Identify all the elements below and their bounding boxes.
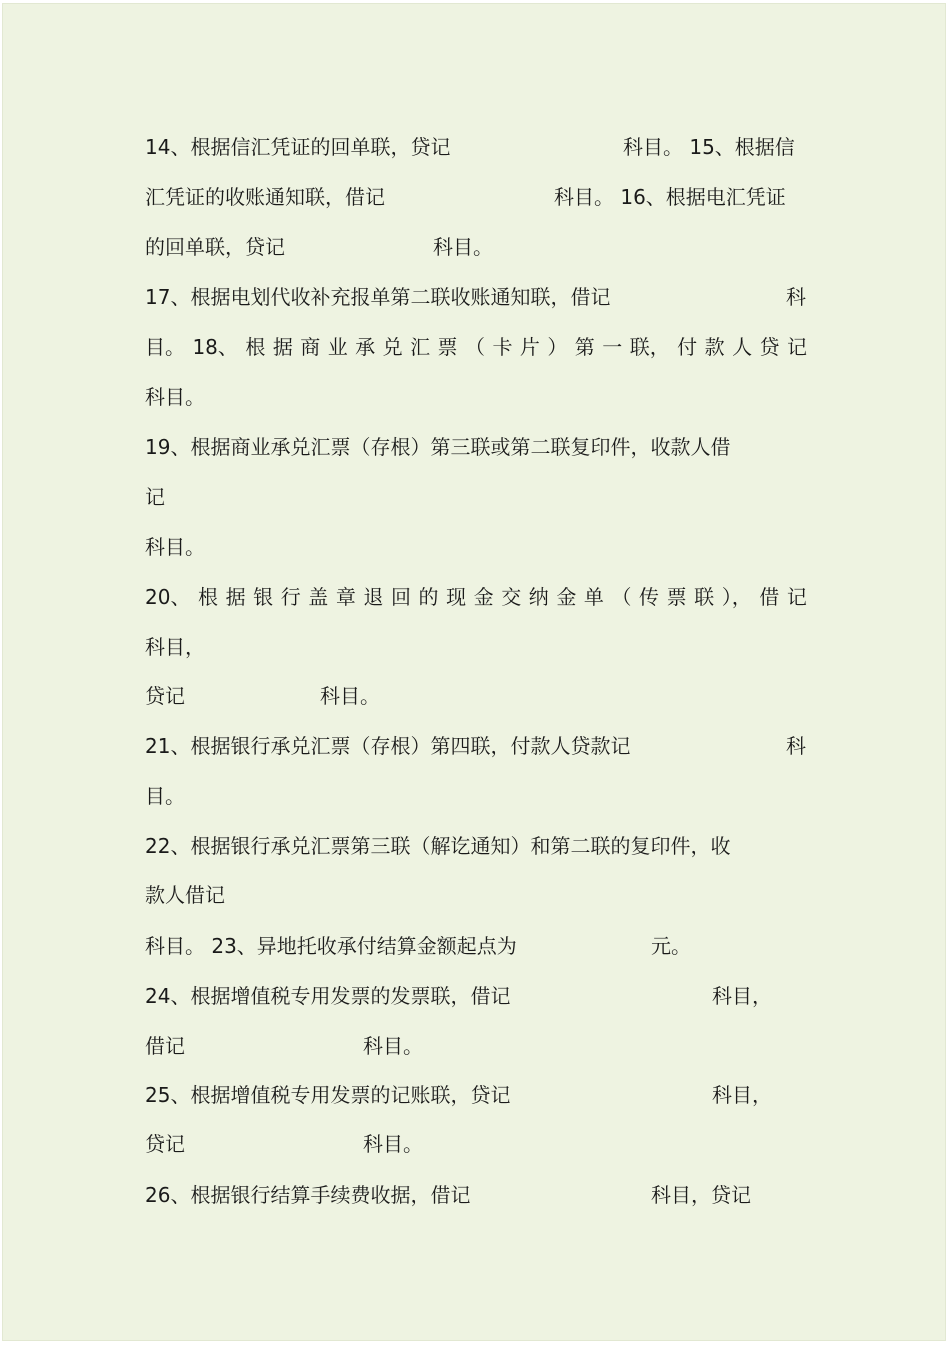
word: 记	[786, 335, 807, 359]
text-line-11: 科目，	[145, 635, 205, 659]
word: 兑	[382, 335, 403, 359]
text-line-16: 款人借记	[145, 883, 225, 907]
word: 单	[583, 585, 604, 609]
text-line-3a: 的回单联，贷记	[145, 235, 285, 259]
word: 片	[519, 335, 540, 359]
word: 付	[677, 335, 698, 359]
word: 20、	[145, 585, 191, 609]
word: 行	[280, 585, 301, 609]
text-line-1a: 14、根据信汇凭证的回单联，贷记	[145, 135, 451, 159]
word: 现	[446, 585, 467, 609]
text-line-17a: 科目。 23、异地托收承付结算金额起点为	[145, 934, 517, 958]
text-line-19b: 科目。	[363, 1034, 423, 1058]
word: 票	[437, 335, 458, 359]
text-line-10-justified	[145, 582, 807, 612]
text-line-1b: 科目。 15、根据信	[623, 135, 795, 159]
word: 根	[245, 335, 266, 359]
word: 章	[335, 585, 356, 609]
word: 退	[363, 585, 384, 609]
text-line-7: 19、根据商业承兑汇票（存根）第三联或第二联复印件，收款人借	[145, 435, 731, 459]
word: 据	[272, 335, 293, 359]
word: 一	[602, 335, 623, 359]
text-line-5-justified	[145, 332, 807, 362]
text-line-12a: 贷记	[145, 684, 185, 708]
word: 卡	[492, 335, 513, 359]
text-line-2b: 科目。 16、根据电汇凭证	[554, 185, 786, 209]
text-line-6: 科目。	[145, 385, 205, 409]
word: 联	[694, 585, 715, 609]
word: 业	[327, 335, 348, 359]
word: 根	[198, 585, 219, 609]
text-line-19a: 借记	[145, 1034, 185, 1058]
document-page	[2, 3, 946, 1341]
word: ）	[547, 335, 568, 359]
word: 款	[704, 335, 725, 359]
word: 银	[253, 585, 274, 609]
word: 商	[300, 335, 321, 359]
text-line-20a: 25、根据增值税专用发票的记账联，贷记	[145, 1083, 511, 1107]
text-line-14: 目。	[145, 784, 185, 808]
text-line-17b: 元。	[651, 934, 691, 958]
word: 回	[390, 585, 411, 609]
word: （	[464, 335, 485, 359]
text-line-22a: 26、根据银行结算手续费收据，借记	[145, 1183, 471, 1207]
word: 传	[639, 585, 660, 609]
text-line-2a: 汇凭证的收账通知联，借记	[145, 185, 385, 209]
word: 纳	[528, 585, 549, 609]
text-line-12b: 科目。	[320, 684, 380, 708]
word: 目。	[145, 335, 185, 359]
word: 贷	[759, 335, 780, 359]
word: 交	[501, 585, 522, 609]
word: 盖	[308, 585, 329, 609]
word: 联，	[629, 335, 670, 359]
word: 记	[786, 585, 807, 609]
text-line-4b: 科	[786, 285, 806, 309]
text-line-13b: 科	[786, 734, 806, 758]
word: ），	[721, 585, 752, 609]
text-line-21a: 贷记	[145, 1132, 185, 1156]
text-line-13a: 21、根据银行承兑汇票（存根）第四联，付款人贷款记	[145, 734, 631, 758]
word: 据	[225, 585, 246, 609]
word: 第	[574, 335, 595, 359]
text-line-21b: 科目。	[363, 1132, 423, 1156]
word: 票	[666, 585, 687, 609]
word: （	[611, 585, 632, 609]
text-line-18a: 24、根据增值税专用发票的发票联，借记	[145, 984, 511, 1008]
text-line-3b: 科目。	[433, 235, 493, 259]
word: 的	[418, 585, 439, 609]
word: 18、	[192, 335, 238, 359]
word: 汇	[410, 335, 431, 359]
text-line-9: 科目。	[145, 535, 205, 559]
text-line-4a: 17、根据电划代收补充报单第二联收账通知联，借记	[145, 285, 611, 309]
word: 金	[556, 585, 577, 609]
text-line-8: 记	[145, 485, 165, 509]
word: 人	[732, 335, 753, 359]
word: 金	[473, 585, 494, 609]
word: 承	[355, 335, 376, 359]
word: 借	[759, 585, 780, 609]
text-line-20b: 科目，	[712, 1083, 772, 1107]
text-line-15: 22、根据银行承兑汇票第三联（解讫通知）和第二联的复印件，收	[145, 834, 731, 858]
text-line-18b: 科目，	[712, 984, 772, 1008]
text-line-22b: 科目，贷记	[651, 1183, 751, 1207]
